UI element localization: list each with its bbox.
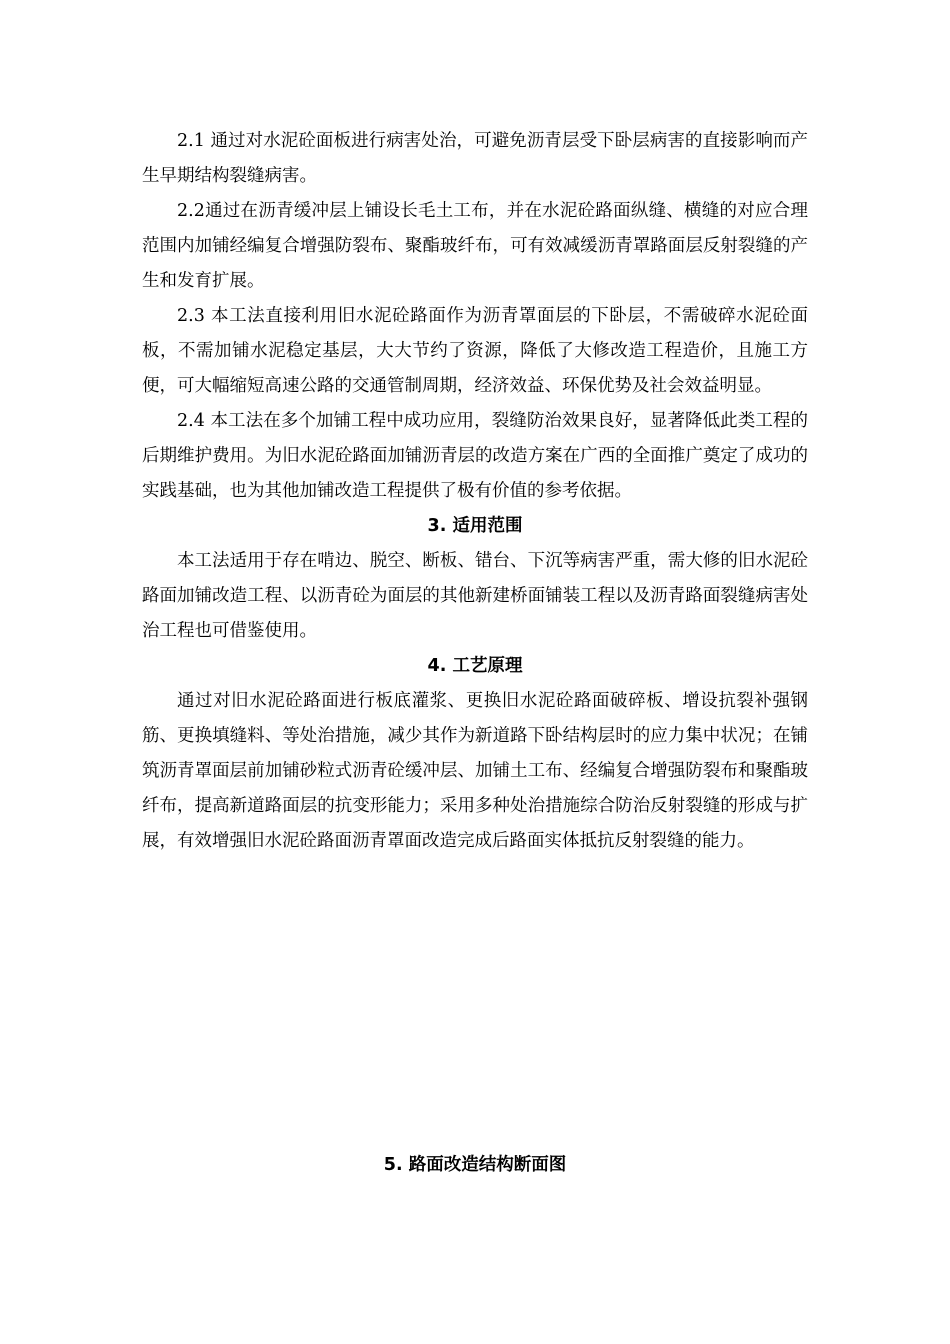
heading-5-cross-section: 5. 路面改造结构断面图 — [383, 1155, 567, 1175]
paragraph-2-4: 2.4 本工法在多个加铺工程中成功应用，裂缝防治效果良好，显著降低此类工程的后期维护费用。为旧水泥砼路面加铺沥青层的改造方案在广西的全面推广奠定了成功的实践基础，也为其他加铺改造工程提供了极有价值的参考依据。 — [142, 411, 808, 501]
paragraph-2-3: 2.3 本工法直接利用旧水泥砼路面作为沥青罩面层的下卧层，不需破碎水泥砼面板，不需加铺水泥稳定基层，大大节约了资源，降低了大修改造工程造价，且施工方便，可大幅缩短高速公路的交通管制周期，经济效益、环保优势及社会效益明显。 — [142, 306, 808, 396]
heading-3-scope: 3. 适用范围 — [427, 516, 523, 536]
paragraph-3: 本工法适用于存在啃边、脱空、断板、错台、下沉等病害严重，需大修的旧水泥砼路面加铺改造工程、以沥青砼为面层的其他新建桥面铺装工程以及沥青路面裂缝病害处治工程也可借鉴使用。 — [142, 551, 808, 641]
paragraph-2-1: 2.1 通过对水泥砼面板进行病害处治，可避免沥青层受下卧层病害的直接影响而产生早期结构裂缝病害。 — [142, 131, 808, 186]
heading-4-principle: 4. 工艺原理 — [427, 656, 523, 676]
paragraph-4: 通过对旧水泥砼路面进行板底灌浆、更换旧水泥砼路面破碎板、增设抗裂补强钢筋、更换填缝料、等处治措施，减少其作为新道路下卧结构层时的应力集中状况；在铺筑沥青罩面层前加铺砂粒式沥青砼缓冲层、加铺土工布、经编复合增强防裂布和聚酯玻纤布，提高新道路面层的抗变形能力；采用多种处治措施综合防治反射裂缝的形成与扩展，有效增强旧水泥砼路面沥青罩面改造完成后路面实体抵抗反射裂缝的能力。 — [142, 691, 808, 851]
document-body — [142, 124, 808, 859]
paragraph-2-2: 2.2通过在沥青缓冲层上铺设长毛土工布，并在水泥砼路面纵缝、横缝的对应合理范围内加铺经编复合增强防裂布、聚酯玻纤布，可有效减缓沥青罩路面层反射裂缝的产生和发育扩展。 — [142, 201, 808, 291]
